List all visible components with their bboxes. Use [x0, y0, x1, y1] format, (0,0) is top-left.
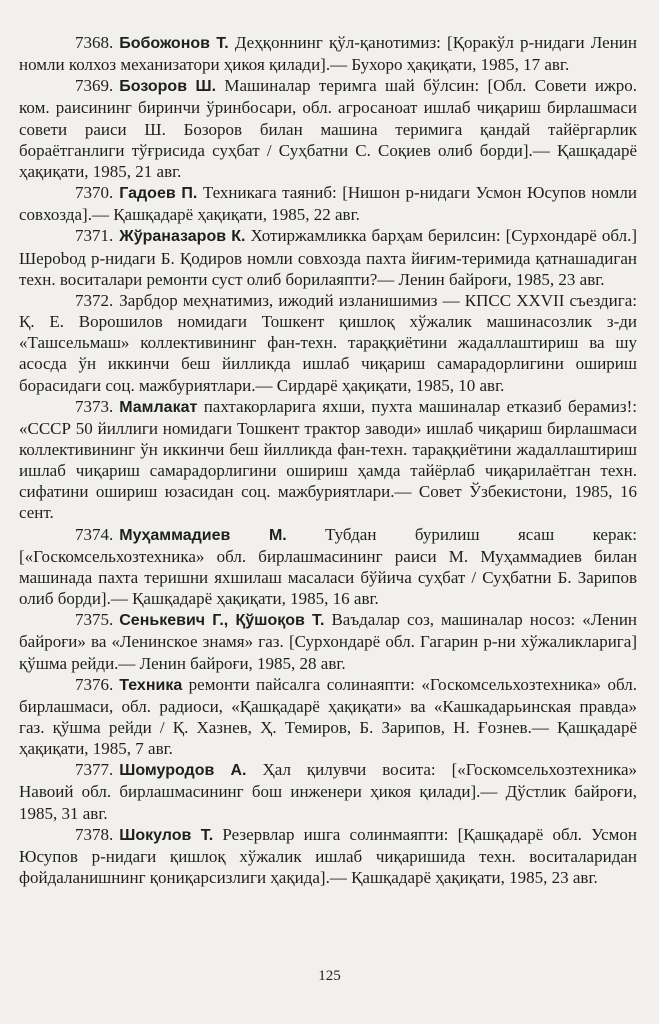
entry-text: Хотиржамликка барҳам берилсин: [Сурхондарё обл.] Шерobод р-нидаги Б. Қодиров номли совхозда пахта йиғим-теримида қатнашадиган техн. воситалари ремонти суст олиб борилаяпти?— Ленин байроғи, 1985, 23 авг. [19, 226, 637, 289]
entry-number: 7368. [75, 33, 114, 52]
entry-number: 7371. [75, 226, 114, 246]
entry-number: 7372. [75, 290, 114, 310]
entry-number: 7369. [75, 76, 114, 96]
entry-number: 7376. [75, 674, 114, 694]
entry-text: Тубдан бурилиш ясаш керак: [«Госкомсельхозтехника» обл. бирлашмасининг раиси М. Муҳаммадиев билан машинада пахта теришни яхшилаш масаласи бўйича суҳбат / Суҳбатни Б. Зарипов олиб борди].— Қашқадарё ҳақиқати, 1985, 16 авг. [19, 524, 637, 609]
entry-number: 7375. [75, 610, 114, 630]
entry-author: Бозоров Ш. [119, 78, 217, 96]
entry-7374 [19, 524, 637, 610]
entry-text: Резервлар ишга солинмаяпти: [Қашқадарё обл. Усмон Юсупов р-нидаги қишлоқ хўжалик ишлаб чиқаришида техн. воситаларидан фойдаланишнинг қониқарсизлиги ҳақида].— Қашқадарё ҳақиқати, 1985, 23 авг. [19, 824, 638, 888]
entry-text: Зарбдор меҳнатимиз, ижодий изланишимиз — КПСС XXVII съездига: Қ. Е. Ворошилов номидаги Тошкент қишлоқ хўжалик машинасозлик з-ди «Ташсельмаш» коллективининг фан-техн. тараққиётини жадаллаштириш ва шу асосда ўн иккинчи беш йилликда ишлаб чиқариш самарадорлигини ошириш борасидаги соц. мажбуриятлари.— Сирдарё ҳақиқати, 1985, 10 авг. [19, 290, 637, 395]
entry-number: 7374. [75, 524, 114, 544]
entry-7368 [19, 32, 637, 75]
entry-author: Шомуродов А. [119, 762, 247, 780]
entry-7377 [19, 759, 637, 823]
entry-7375 [19, 609, 637, 673]
entry-text: Техникага таяниб: [Нишон р-нидаги Усмон Юсупов номли совхозда].— Қашқадарё ҳақиқати, 1985, 22 авг. [19, 183, 638, 225]
entry-7372 [19, 290, 637, 396]
entry-author: Муҳаммадиев М. [119, 526, 287, 544]
entry-text: ремонти пайсалга солинаяпти: «Госкомсельхозтехника» обл. бирлашмаси, обл. радиоси, «Қашқадарё ҳақиқати» ва «Кашкадарьинская правда» газ. қўшма рейди / Қ. Хазнев, Ҳ. Темиров, Б. Зарипов, Н. Ғознев.— Қашқадарё ҳақиқати, 1985, 7 авг. [19, 674, 637, 759]
bibliography-entries [19, 32, 637, 888]
entry-7376 [19, 674, 637, 760]
entry-number: 7378. [75, 824, 114, 844]
entry-author: Жўраназаров К. [119, 228, 246, 246]
page-number: 125 [318, 968, 341, 984]
entry-text: Ваъдалар соз, машиналар носоз: «Ленин байроғи» ва «Ленинское знамя» газ. [Сурхондарё обл. Гагарин р-ни хўжаликларига] қўшма рейди.— Ленин байроғи, 1985, 28 авг. [19, 610, 638, 673]
entry-7371 [19, 225, 637, 289]
entry-number: 7373. [75, 396, 114, 416]
entry-author: Гадоев П. [119, 185, 198, 203]
entry-7370 [19, 182, 637, 225]
entry-author: Сенькевич Г., Қўшоқов Т. [119, 612, 325, 630]
entry-author: Шокулов Т. [119, 826, 214, 844]
entry-7378 [19, 824, 637, 888]
entry-text: Машиналар теримга шай бўлсин: [Обл. Совети ижро. ком. раисининг биринчи ўринбосари, обл. агросаноат ишлаб чиқариш бирлашмаси совети раиси Ш. Бозоров билан машина теримига қандай тайёргарлик бораётганлиги тўғрисида суҳбат / Суҳбатни С. Соқиев олиб борди].— Қашқадарё ҳақиқати, 1985, 21 авг. [19, 76, 637, 181]
entry-author: Техника [119, 676, 183, 694]
entry-number: 7370. [75, 183, 114, 203]
entry-author: Мамлакат [119, 398, 198, 416]
entry-number: 7377. [75, 760, 114, 780]
entry-author: Бобожонов Т. [119, 35, 229, 52]
entry-text: пахтакорларига яхши, пухта машиналар етказиб берамиз!: «СССР 50 йиллиги номидаги Тошкент трактор заводи» ишлаб чиқариш бирлашмаси коллективининг ўн иккинчи беш йилликда фан-техн. тараққиётини жадаллаштириш ишлаб чиқариш самарадорлигини ошириш ҳамда тайёрлаб чиқарилаётган техн. сифатини ошириш юзасидан соц. мажбуриятлари.— Совет Ўзбекистони, 1985, 16 сент. [19, 396, 638, 523]
entry-text: Ҳал қилувчи восита: [«Госкомсельхозтехника» Навоий обл. бирлашмасининг бош инженери ҳикоя қилади].— Дўстлик байроғи, 1985, 31 авг. [19, 760, 637, 823]
entry-7373 [19, 396, 637, 524]
entry-text: Деҳқоннинг қўл-қанотимиз: [Қоракўл р-нидаги Ленин номли колхоз механизатори ҳикоя қилади].— Бухоро ҳақиқати, 1985, 17 авг. [19, 33, 637, 75]
entry-7369 [19, 75, 637, 182]
